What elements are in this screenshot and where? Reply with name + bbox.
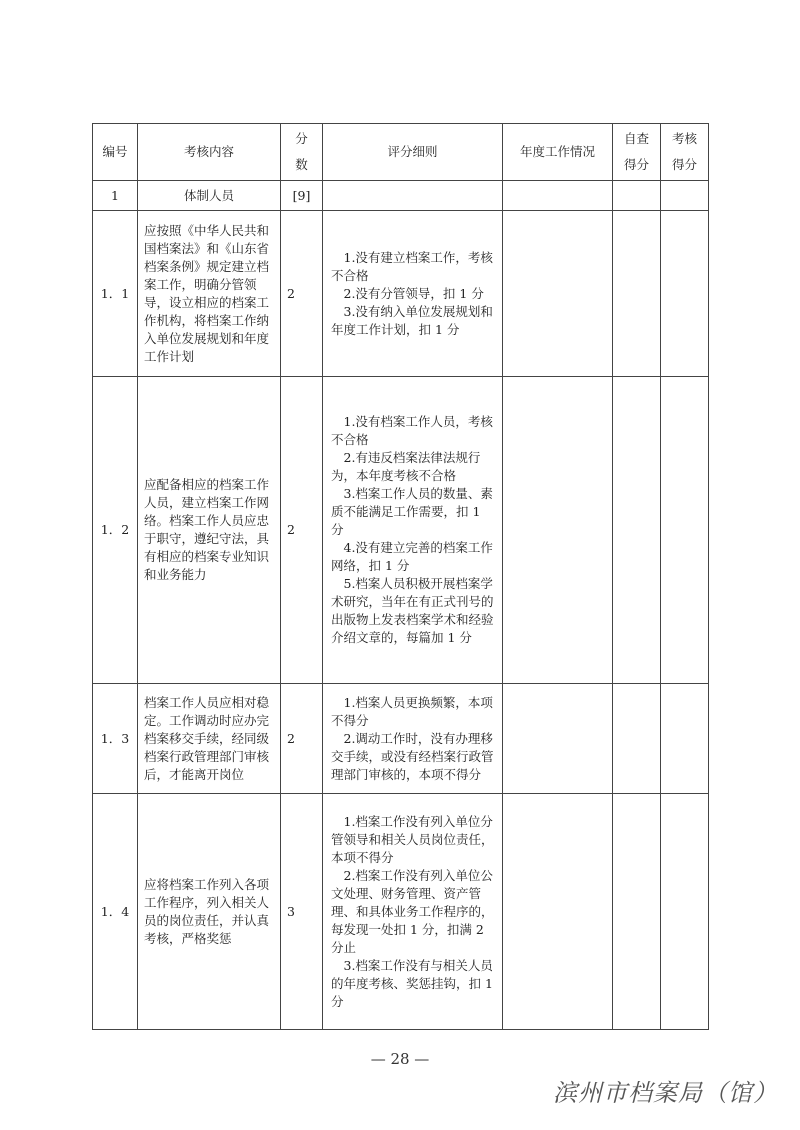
section-num: 1 [93, 181, 138, 211]
section-exam-cell [661, 181, 709, 211]
header-content: 考核内容 [138, 124, 281, 181]
section-score: [9] [281, 181, 323, 211]
header-score [281, 124, 323, 181]
row-self-cell [613, 684, 661, 794]
row-rules [323, 794, 503, 1030]
header-exam-line2: 得分 [671, 157, 697, 172]
header-annual: 年度工作情况 [503, 124, 613, 181]
watermark-text: 滨州市档案局（馆） [553, 1079, 778, 1107]
rule-line: 1.没有档案工作人员，考核不合格 [331, 414, 493, 447]
header-self-score [613, 124, 661, 181]
row-num: 1．3 [93, 684, 138, 794]
row-annual-cell [503, 377, 613, 684]
rule-line: 2.没有分管领导，扣 1 分 [331, 285, 484, 301]
row-score: 2 [281, 684, 323, 794]
header-rules: 评分细则 [323, 124, 503, 181]
row-exam-cell [661, 211, 709, 377]
row-exam-cell [661, 684, 709, 794]
row-exam-cell [661, 377, 709, 684]
header-score-line2: 数 [295, 157, 308, 172]
table-row [93, 684, 709, 794]
rule-line: 1.档案工作没有列入单位分管领导和相关人员岗位责任，本项不得分 [331, 813, 494, 865]
rule-line: 5.档案人员积极开展档案学术研究，当年在有正式刊号的出版物上发表档案学术和经验介绍文章的，每篇加 1 分 [331, 576, 494, 645]
row-self-cell [613, 377, 661, 684]
rule-line: 3.档案工作没有与相关人员的年度考核、奖惩挂钩，扣 1 分 [331, 957, 493, 1009]
row-num: 1．4 [93, 794, 138, 1030]
header-num: 编号 [93, 124, 138, 181]
table-row [93, 211, 709, 377]
row-content: 应配备相应的档案工作人员，建立档案工作网络。档案工作人员应忠于职守，遵纪守法，具有相应的档案专业知识和业务能力 [138, 377, 281, 684]
rule-line: 2.调动工作时，没有办理移交手续，或没有经档案行政管理部门审核的，本项不得分 [331, 730, 494, 782]
section-annual-cell [503, 181, 613, 211]
row-exam-cell [661, 794, 709, 1030]
table-header-row [93, 124, 709, 181]
header-self-line2: 得分 [623, 157, 649, 172]
section-row [93, 181, 709, 211]
header-exam-line1: 考核 [671, 131, 697, 146]
row-self-cell [613, 794, 661, 1030]
header-score-line1: 分 [295, 131, 308, 146]
row-rules [323, 377, 503, 684]
rule-line: 1.没有建立档案工作，考核不合格 [331, 249, 493, 283]
section-self-cell [613, 181, 661, 211]
row-rules [323, 211, 503, 377]
assessment-table [92, 123, 709, 1030]
row-annual-cell [503, 684, 613, 794]
section-title: 体制人员 [138, 181, 281, 211]
rule-line: 2.档案工作没有列入单位公文处理、财务管理、资产管理、和具体业务工作程序的，每发现一处扣 1 分，扣满 2 分止 [331, 867, 494, 955]
row-score: 2 [281, 211, 323, 377]
table-row [93, 794, 709, 1030]
rule-line: 2.有违反档案法律法规行为，本年度考核不合格 [331, 450, 481, 483]
row-num: 1．1 [93, 211, 138, 377]
row-content: 应将档案工作列入各项工作程序，列入相关人员的岗位责任，并认真考核，严格奖惩 [138, 794, 281, 1030]
rule-line: 4.没有建立完善的档案工作网络，扣 1 分 [331, 540, 493, 573]
rule-line: 3.档案工作人员的数量、素质不能满足工作需要，扣 1 分 [331, 486, 493, 537]
page-number: — 28 — [370, 1050, 430, 1068]
row-annual-cell [503, 211, 613, 377]
header-self-line1: 自查 [623, 131, 649, 146]
row-annual-cell [503, 794, 613, 1030]
rule-line: 3.没有纳入单位发展规划和年度工作计划，扣 1 分 [331, 303, 493, 337]
row-num: 1．2 [93, 377, 138, 684]
rule-line: 1.档案人员更换频繁，本项不得分 [331, 694, 493, 728]
row-content: 档案工作人员应相对稳定。工作调动时应办完档案移交手续，经同级档案行政管理部门审核后，才能离开岗位 [138, 684, 281, 794]
section-rules-cell [323, 181, 503, 211]
row-rules [323, 684, 503, 794]
row-content: 应按照《中华人民共和国档案法》和《山东省档案条例》规定建立档案工作，明确分管领导，设立相应的档案工作机构，将档案工作纳入单位发展规划和年度工作计划 [138, 211, 281, 377]
table-row [93, 377, 709, 684]
row-self-cell [613, 211, 661, 377]
row-score: 3 [281, 794, 323, 1030]
row-score: 2 [281, 377, 323, 684]
header-exam-score [661, 124, 709, 181]
